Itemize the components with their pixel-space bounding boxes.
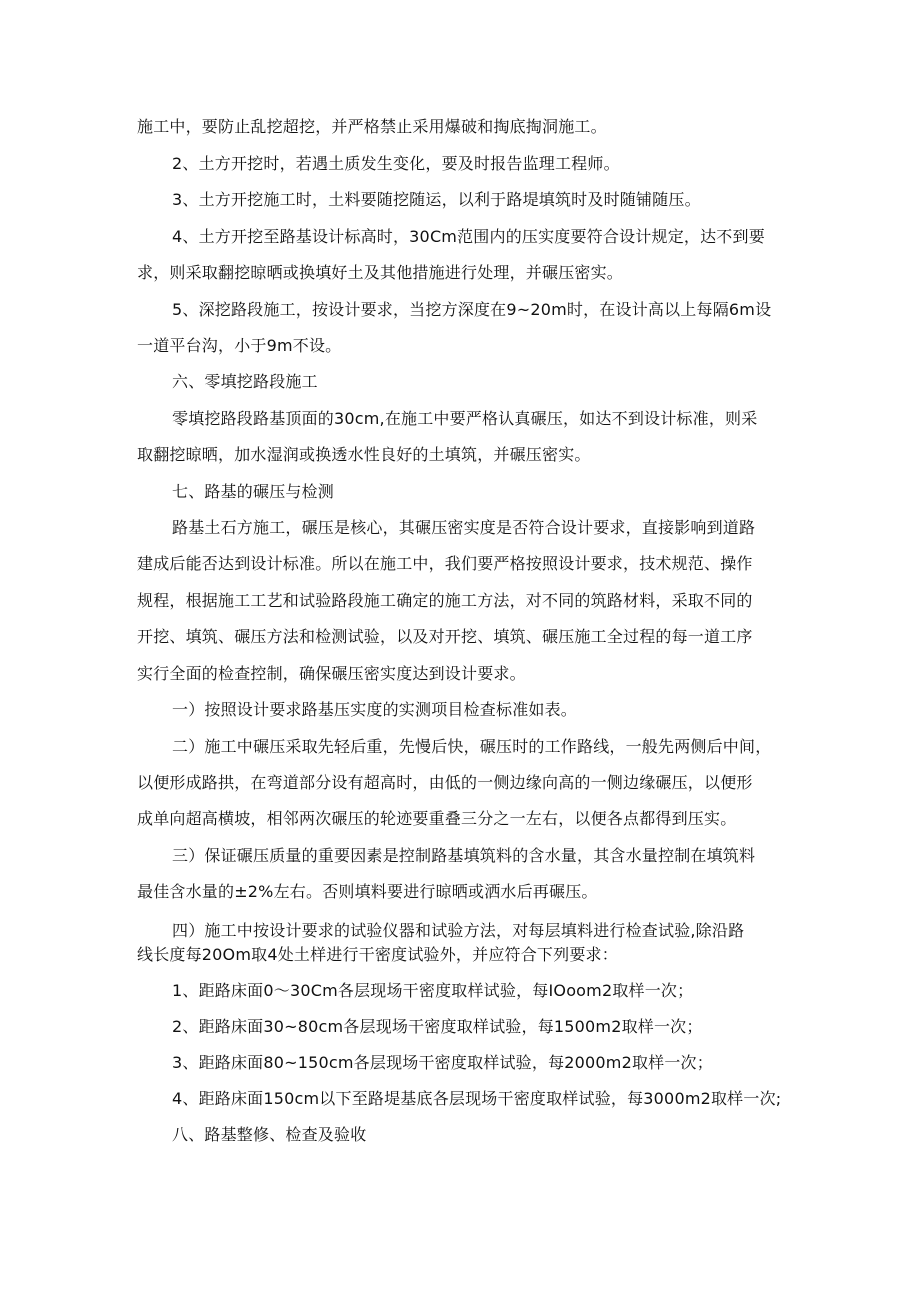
paragraph-line: 以便形成路拱，在弯道部分设有超高时，由低的一侧边缘向高的一侧边缘碾压，以便形 — [137, 773, 753, 792]
paragraph-line: 零填挖路段路基顶面的30cm,在施工中要严格认真碾压，如达不到设计标准，则采 — [172, 409, 758, 428]
paragraph-line: 四）施工中按设计要求的试验仪器和试验方法，对每层填料进行检查试验,除沿路 — [172, 921, 745, 940]
paragraph-line: 路基土石方施工，碾压是核心，其碾压密实度是否符合设计要求，直接影响到道路 — [172, 518, 756, 537]
list-item: 1、距路床面0～30Cm各层现场干密度取样试验，每IOoom2取样一次； — [172, 981, 694, 1000]
list-item: 2、距路床面30~80cm各层现场干密度取样试验，每1500m2取样一次； — [172, 1017, 703, 1036]
paragraph-line: 规程，根据施工工艺和试验路段施工确定的施工方法，对不同的筑路材料，采取不同的 — [137, 591, 753, 610]
section-heading: 六、零填挖路段施工 — [172, 372, 318, 391]
paragraph-line: 3、土方开挖施工时，土料要随挖随运，以利于路堤填筑时及时随铺随压。 — [172, 190, 701, 209]
paragraph-line: 5、深挖路段施工，按设计要求，当挖方深度在9~20m时，在设计高以上每隔6m设 — [172, 300, 772, 319]
paragraph-line: 一）按照设计要求路基压实度的实测项目检查标准如表。 — [172, 700, 578, 719]
paragraph-line: 实行全面的检查控制，确保碾压密实度达到设计要求。 — [137, 664, 526, 683]
paragraph-line: 三）保证碾压质量的重要因素是控制路基填筑料的含水量，其含水量控制在填筑料 — [172, 846, 756, 865]
paragraph-line: 开挖、填筑、碾压方法和检测试验，以及对开挖、填筑、碾压施工全过程的每一道工序 — [137, 627, 753, 646]
section-heading: 八、路基整修、检查及验收 — [172, 1125, 367, 1144]
paragraph-line: 4、土方开挖至路基设计标高时，30Cm范围内的压实度要符合设计规定，达不到要 — [172, 227, 765, 246]
paragraph-line: 一道平台沟，小于9m不设。 — [137, 336, 342, 355]
paragraph-line: 线长度每20Om取4处土样进行干密度试验外，并应符合下列要求： — [137, 945, 618, 964]
section-heading: 七、路基的碾压与检测 — [172, 482, 335, 501]
paragraph-line: 成单向超高横坡，相邻两次碾压的轮迹要重叠三分之一左右，以便各点都得到压实。 — [137, 809, 737, 828]
paragraph-line: 施工中，要防止乱挖超挖，并严格禁止采用爆破和掏底掏洞施工。 — [137, 117, 607, 136]
list-item: 4、距路床面150cm以下至路堤基底各层现场干密度取样试验，每3000m2取样一次; — [172, 1089, 782, 1108]
paragraph-line: 建成后能否达到设计标准。所以在施工中，我们要严格按照设计要求，技术规范、操作 — [137, 554, 753, 573]
paragraph-line: 取翻挖晾晒，加水湿润或换透水性良好的土填筑，并碾压密实。 — [137, 445, 591, 464]
list-item: 3、距路床面80~150cm各层现场干密度取样试验，每2000m2取样一次； — [172, 1053, 713, 1072]
paragraph-line: 最佳含水量的±2%左右。否则填料要进行晾晒或洒水后再碾压。 — [137, 882, 598, 901]
paragraph-line: 2、土方开挖时，若遇土质发生变化，要及时报告监理工程师。 — [172, 154, 620, 173]
paragraph-line: 求，则采取翻挖晾晒或换填好土及其他措施进行处理，并碾压密实。 — [137, 263, 624, 282]
paragraph-line: 二）施工中碾压采取先轻后重，先慢后快，碾压时的工作路线，一般先两侧后中间， — [172, 737, 772, 756]
